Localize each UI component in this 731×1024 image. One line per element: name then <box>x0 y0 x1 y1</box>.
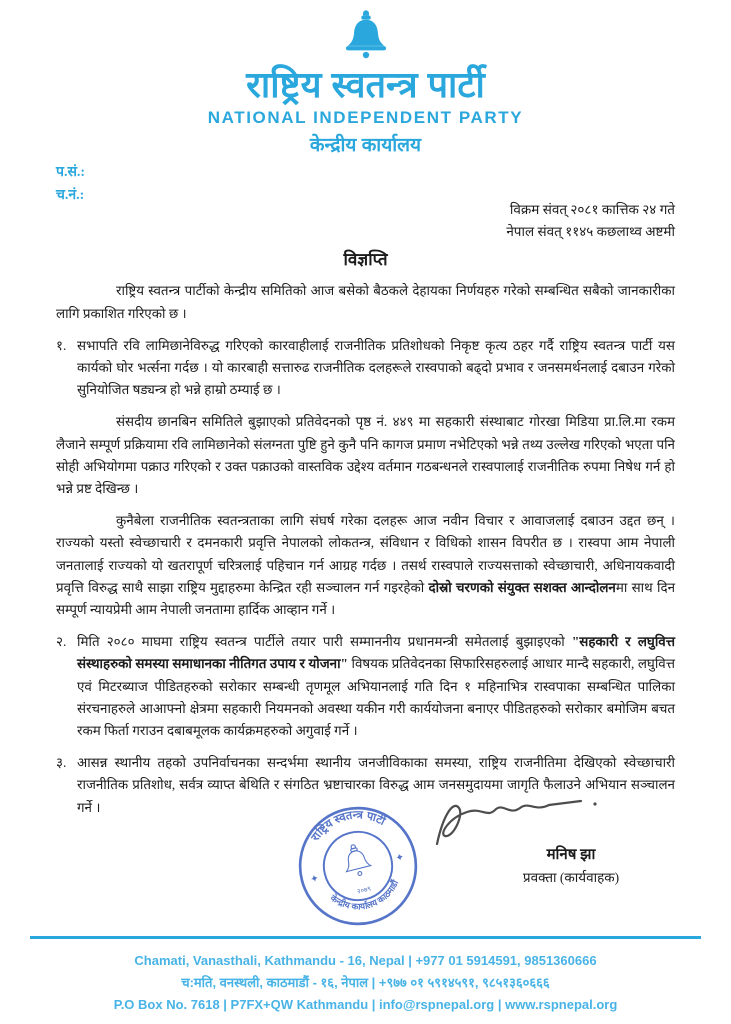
item-1-number: १. <box>56 337 67 353</box>
list-item-1 <box>56 335 675 402</box>
stamp-year: २०७९ <box>356 885 372 896</box>
item-3-number: ३. <box>56 755 67 771</box>
office-name: केन्द्रीय कार्यालय <box>309 135 422 157</box>
date-nepal-sambat: नेपाल संवत् ११४५ कछलाथ्व अष्टमी <box>506 224 675 240</box>
bold-text-segment: दोस्रो चरणको संयुक्त सशक्त आन्दोलन <box>428 579 616 595</box>
date-block <box>506 199 675 243</box>
item-1-text <box>77 335 675 402</box>
footer-address-english: Chamati, Vanasthali, Kathmandu - 16, Nepal | +977 01 5914591, 9851360666 <box>134 953 597 968</box>
paragraph-sansadiya <box>56 411 675 500</box>
chalani-number-label: च.नं.: <box>56 188 85 204</box>
reference-numbers <box>56 161 85 243</box>
date-bikram-sambat: विक्रम संवत् २०८१ कात्तिक २४ गते <box>509 202 675 218</box>
footer-address-nepali: च:मति, वनस्थली, काठमाडौं - १६, नेपाल | +९७७ ०१ ५९१४५९१, ९८५१३६०६६६ <box>181 975 550 990</box>
notice-heading: विज्ञप्ति <box>343 250 388 270</box>
spokesperson-role: प्रवक्ता (कार्यवाहक) <box>522 870 620 885</box>
letter-footer <box>30 936 701 1016</box>
meta-row <box>0 157 731 243</box>
party-name-nepali: राष्ट्रिय स्वतन्त्र पार्टी <box>246 64 485 105</box>
text-segment: राष्ट्रिय स्वतन्त्र पार्टीको केन्द्रीय समितिको आज बसेको बैठकले देहायका निर्णयहरु गरेको सम्बन्धित सबैको जानकारीका लागि प्रकाशित गरिएको छ । <box>56 283 675 321</box>
stamp-left-star-icon: ✦ <box>309 873 321 886</box>
stamp-bell-icon <box>341 842 373 879</box>
stamp-right-star-icon: ✦ <box>394 851 406 865</box>
text-segment: विषयक प्रतिवेदनका सिफारिसहरुलाई आधार मान्दै सहकारी, लघुवित्त एवं मिटरब्याज पीडितहरुको सरोकार सम्बन्धी तृणमूल अभियानलाई गति दिन १ महिनाभित्र रास्वपाका सम्बन्धित पालिका संरचनाहरुले आआफ्नो क्षेत्रमा सहकारी नियमनको अवस्था यकीन गरी कार्ययोजना बनाएर पीडितहरुको सरोकार बमोजिम बचत रकम फिर्ता गराउन दबाबमूलक कार्यक्रमहरुको अगुवाई गर्ने । <box>77 656 675 739</box>
notice-body <box>0 270 731 818</box>
text-segment: मिति २०८० माघमा राष्ट्रिय स्वतन्त्र पार्टीले तयार पारी सम्माननीय प्रधानमन्त्री समेतलाई बुझाइएको <box>77 634 572 650</box>
signature-scrawl <box>423 792 613 850</box>
patra-sankhya-label: प.सं.: <box>56 165 86 181</box>
text-segment: सभापति रवि लामिछानेविरुद्ध गरिएको कारवाहीलाई राजनीतिक प्रतिशोधको निकृष्ट कृत्य ठहर गर्दै राष्ट्रिय स्वतन्त्र पार्टी यस कार्यको घोर भर्त्सना गर्दछ । यो कारबाही सत्तारुढ राजनीतिक दलहरूले रास्वपाको बढ्दो प्रभाव र जनसमर्थनलाई दबाउन गरेको सुनियोजित षड्यन्त्र हो भन्ने हाम्रो ठम्याई छ । <box>77 337 675 398</box>
signature-block <box>463 792 679 886</box>
list-item-2 <box>56 631 675 742</box>
text-segment: मा साथ दिन सम्पूर्ण न्यायप्रेमी आम नेपाली जनतामा हार्दिक आव्हान गर्ने । <box>56 579 676 618</box>
footer-contact-line: P.O Box No. 7618 | P7FX+QW Kathmandu | info@rspnepal.org | www.rspnepal.org <box>113 997 618 1012</box>
bell-logo-icon <box>0 8 731 64</box>
party-name-english: NATIONAL INDEPENDENT PARTY <box>207 108 524 128</box>
text-segment: संसदीय छानबिन समितिले बुझाएको प्रतिवेदनको पृष्ठ नं. ४४९ मा सहकारी संस्थाबाट गोरखा मिडिया प्रा.लि.मा रकम लैजाने सम्पूर्ण प्रक्रियामा रवि लामिछानेको संलग्नता पुष्टि हुने कुनै पनि कागज प्रमाण नभेटिएको भन्ने तथ्य उल्लेख गरिएको भएता पनि सोही अभियोगमा पक्राउ गरिएको र उक्त पक्राउको वास्तविक उद्देश्य वर्तमान गठबन्धनले रास्वपालाई राजनीतिक रुपमा निषेध गर्न हो भन्ने प्रष्ट देखिन्छ । <box>56 414 675 497</box>
item-2-number: २. <box>56 634 67 650</box>
text-segment: कुनैबेला राजनीतिक स्वतन्त्रताका लागि संघर्ष गरेका दलहरू आज नवीन विचार र आवाजलाई दबाउन उद्दत छन् । राज्यको यस्तो स्वेच्छाचारी र दमनकारी प्रवृत्ति नेपालको लोकतन्त्र, संविधान र विधिको शासन विपरीत छ । रास्वपा आम नेपाली जनतालाई राज्यको यो खतरापूर्ण चरित्रलाई पहिचान गर्न आग्रह गर्दछ । तसर्थ रास्वपाले राज्यसत्ताको स्वेच्छाचारी, अधिनायकवादी प्रवृत्ति विरुद्ध साथै साझा राष्ट्रिय मुद्दाहरुमा केन्द्रित रही सञ्चालन गर्न गइरहेको <box>56 513 675 595</box>
stamp-top-text: राष्ट्रिय स्वतन्त्र पार्टी <box>309 809 387 844</box>
text-segment: आसन्न स्थानीय तहको उपनिर्वाचनका सन्दर्भमा स्थानीय जनजीविकाका समस्या, राष्ट्रिय राजनीतिमा देखिएको स्वेच्छाचारी राजनीतिक प्रतिशोध, सर्वत्र व्याप्त बेथिति र संगठित भ्रष्टाचारका विरुद्ध आम जनसमुदायमा जागृति फैलाउने अभियान सञ्चालन गर्ने । <box>77 755 675 815</box>
bold-text-segment: "सहकारी र लघुवित्त संस्थाहरुको समस्या समाधानका नीतिगत उपाय र योजना" <box>77 634 675 672</box>
intro-paragraph <box>56 280 675 324</box>
paragraph-kunaibela <box>56 510 675 621</box>
letterhead <box>0 0 731 157</box>
item-2-text <box>77 631 675 742</box>
stamp-bottom-text: केन्द्रीय कार्यालय काठमाडौं <box>328 878 401 912</box>
spokesperson-name: मनिष झा <box>546 847 596 863</box>
